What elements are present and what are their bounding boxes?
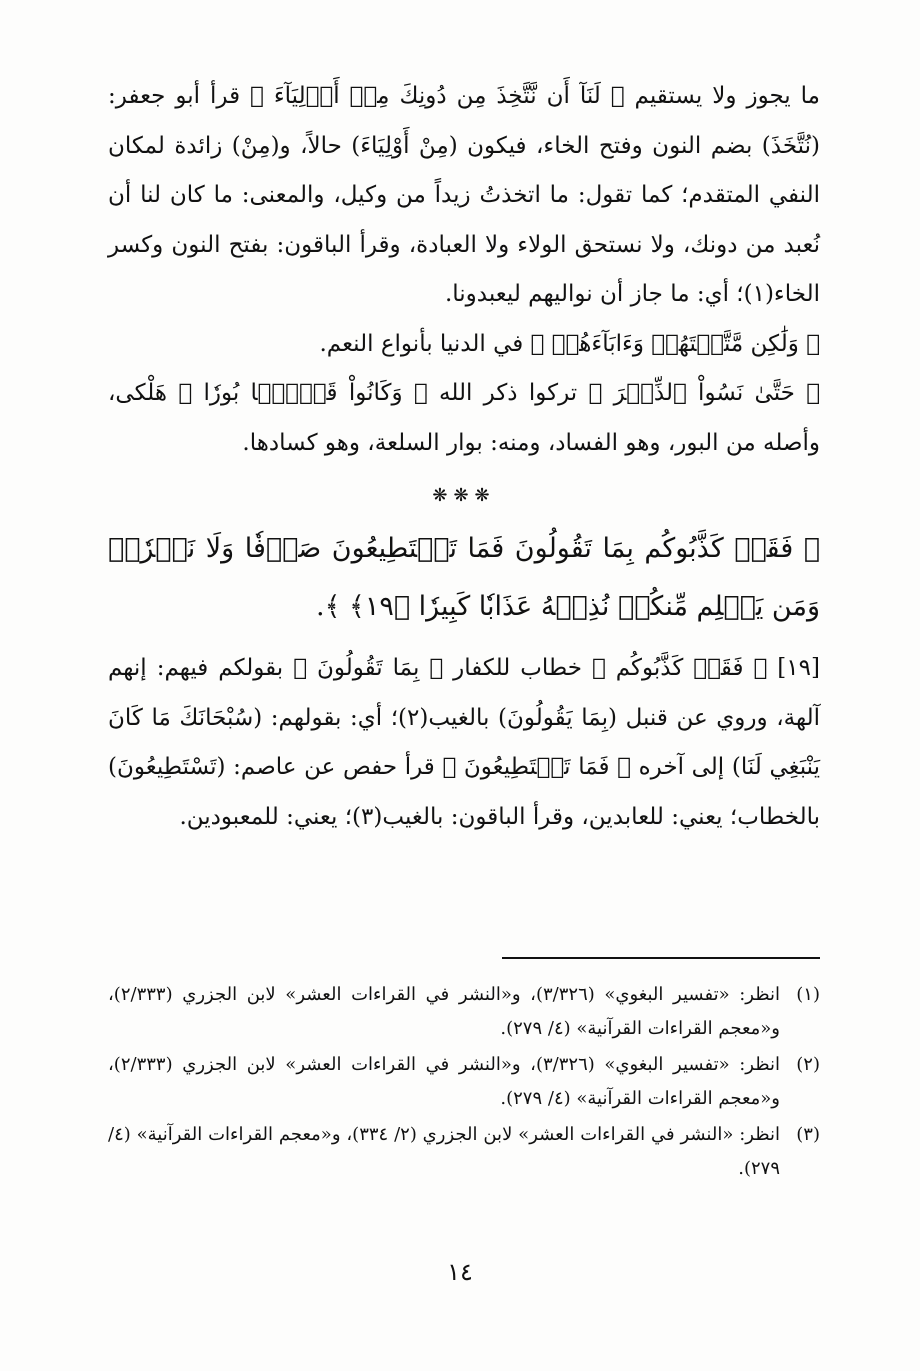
footnote-divider <box>502 957 820 959</box>
footnote-text: انظر: «تفسير البغوي» (٣/٣٢٦)، و«النشر في القراءات العشر» لابن الجزري (٢/٣٣٣)، و«معجم القراءات القرآنية» (٤/ ٢٧٩). <box>108 984 780 1039</box>
quran-verse: ﴿ فَقَدۡ كَذَّبُوكُم بِمَا تَقُولُونَ فَمَا تَسۡتَطِيعُونَ صَرۡفٗا وَلَا نَصۡرٗاۚ وَمَن يَظۡلِم مِّنكُمۡ نُذِقۡهُ عَذَابٗا كَبِيرٗا ﴿١٩﴾ ﴾. <box>108 533 820 622</box>
footnotes <box>108 978 820 1188</box>
paragraph: ما يجوز ولا يستقيم ﴿ لَنَآ أَن نَّتَّخِذَ مِن دُونِكَ مِنۡ أَوۡلِيَآءَ ﴾ قرأ أبو جعفر: (نُتَّخَذَ) بضم النون وفتح الخاء، فيكون (مِنْ أَوْلِيَاءَ) حالاً، و(مِنْ) زائدة لمكان النفي المتقدم؛ كما تقول: ما اتخذتُ زيداً من وكيل، والمعنى: ما كان لنا أن نُعبد من دونك، ولا نستحق الولاء ولا العبادة، وقرأ الباقون: بفتح النون وكسر الخاء(١)؛ أي: ما جاز أن نواليهم ليعبدونا. <box>108 83 820 307</box>
section-separator: ❋❋❋ <box>432 485 496 506</box>
footnote <box>108 978 820 1046</box>
footnote <box>108 1118 820 1186</box>
footnote-text: انظر: «النشر في القراءات العشر» لابن الجزري (٢/ ٣٣٤)، و«معجم القراءات القرآنية» (٤/ ٢٧٩). <box>108 1124 780 1179</box>
footnote-text: انظر: «تفسير البغوي» (٣/٣٢٦)، و«النشر في القراءات العشر» لابن الجزري (٢/٣٣٣)، و«معجم القراءات القرآنية» (٤/ ٢٧٩). <box>108 1054 780 1109</box>
paragraph: ﴿ حَتَّىٰ نَسُواْ ٱلذِّكۡرَ ﴾ تركوا ذكر الله ﴿ وَكَانُواْ قَوۡمَۢا بُورٗا ﴾ هَلْكى، وأصله من البور، وهو الفساد، ومنه: بوار السلعة، وهو كسادها. <box>108 380 820 456</box>
paragraph: [١٩] ﴿ فَقَدۡ كَذَّبُوكُم ﴾ خطاب للكفار ﴿ بِمَا تَقُولُونَ ﴾ بقولكم فيهم: إنهم آلهة، وروي عن قنبل (بِمَا يَقُولُونَ) بالغيب(٢)؛ أي: بقولهم: (سُبْحَانَكَ مَا كَانَ يَنْبَغِي لَنَا) إلى آخره ﴿ فَمَا تَسۡتَطِيعُونَ ﴾ قرأ حفص عن عاصم: (تَسْتَطِيعُونَ) بالخطاب؛ يعني: للعابدين، وقرأ الباقون: بالغيب(٣)؛ يعني: للمعبودين. <box>108 655 820 830</box>
footnote-number: (٣) <box>796 1124 820 1145</box>
main-text <box>108 72 820 842</box>
footnote-number: (١) <box>796 984 820 1005</box>
paragraph: ﴿ وَلَٰكِن مَّتَّعۡتَهُمۡ وَءَابَآءَهُمۡ ﴾ في الدنيا بأنواع النعم. <box>319 330 820 357</box>
footnote-number: (٢) <box>796 1054 820 1075</box>
page-number: ١٤ <box>447 1258 473 1286</box>
footnote <box>108 1048 820 1116</box>
